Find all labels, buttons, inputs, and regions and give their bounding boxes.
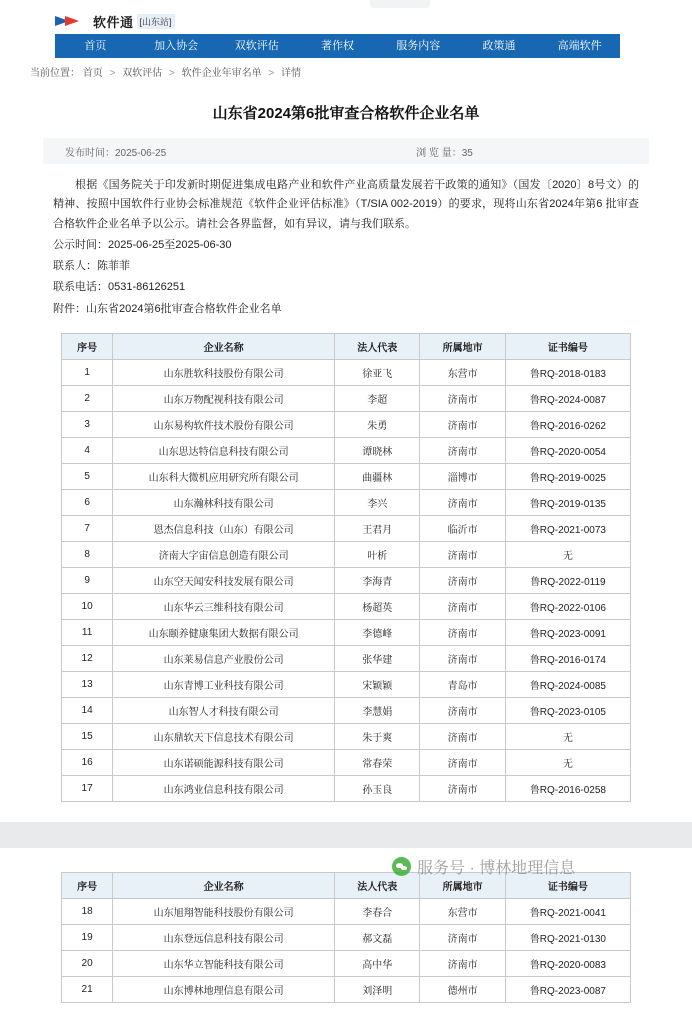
- article-paragraph-4: 附件：山东省2024第6批审查合格软件企业名单: [53, 302, 282, 315]
- cell-index: 18: [62, 898, 113, 924]
- cell-legal-rep: 李海青: [335, 567, 420, 593]
- cell-legal-rep: 李德峰: [335, 619, 420, 645]
- table-row: [62, 950, 631, 976]
- table-row: [62, 619, 631, 645]
- table-row: [62, 697, 631, 723]
- cell-city: 济南市: [420, 645, 505, 671]
- breadcrumb-item-0[interactable]: 首页: [82, 68, 103, 79]
- cell-legal-rep: 朱于爽: [335, 723, 420, 749]
- cell-cert-no: 鲁RQ-2023-0105: [505, 697, 630, 723]
- page-container: [0, 8, 692, 1023]
- cell-index: 5: [62, 463, 113, 489]
- cell-legal-rep: 曲疆林: [335, 463, 420, 489]
- site-logo-text: 软件通: [93, 14, 134, 30]
- cell-company: 山东万物配视科技有限公司: [113, 385, 335, 411]
- table-header-row: [62, 872, 631, 898]
- col-cert-no: 证书编号: [505, 872, 630, 898]
- breadcrumb-item-1[interactable]: 双软评估: [122, 68, 163, 79]
- table-row: [62, 645, 631, 671]
- cell-cert-no: 鲁RQ-2019-0135: [505, 489, 630, 515]
- cell-company: 山东青博工业科技有限公司: [113, 671, 335, 697]
- cell-legal-rep: 叶析: [335, 541, 420, 567]
- cell-cert-no: 鲁RQ-2018-0183: [505, 359, 630, 385]
- cell-cert-no: 鲁RQ-2022-0119: [505, 567, 630, 593]
- cell-company: 山东华云三维科技有限公司: [113, 593, 335, 619]
- page-break-gap: [0, 822, 692, 848]
- cell-index: 21: [62, 976, 113, 1002]
- cell-cert-no: 无: [505, 749, 630, 775]
- cell-city: 济南市: [420, 489, 505, 515]
- cell-city: 济南市: [420, 411, 505, 437]
- article-meta: [43, 138, 649, 164]
- cell-index: 8: [62, 541, 113, 567]
- cell-city: 东营市: [420, 359, 505, 385]
- cell-company: 山东登远信息科技有限公司: [113, 924, 335, 950]
- cell-cert-no: 鲁RQ-2020-0083: [505, 950, 630, 976]
- table-row: [62, 385, 631, 411]
- cell-city: 德州市: [420, 976, 505, 1002]
- cell-city: 临沂市: [420, 515, 505, 541]
- table-row: [62, 924, 631, 950]
- cell-index: 15: [62, 723, 113, 749]
- site-logo-bar: [0, 8, 692, 34]
- cell-legal-rep: 李超: [335, 385, 420, 411]
- view-count: 浏 览 量：35: [416, 147, 473, 159]
- article-card-page2: [25, 848, 667, 1023]
- cell-legal-rep: 宋颖颖: [335, 671, 420, 697]
- cell-index: 2: [62, 385, 113, 411]
- cell-cert-no: 鲁RQ-2021-0130: [505, 924, 630, 950]
- cell-city: 济南市: [420, 749, 505, 775]
- cell-company: 恩杰信息科技（山东）有限公司: [113, 515, 335, 541]
- cell-company: 山东胜软科技股份有限公司: [113, 359, 335, 385]
- table-row: [62, 463, 631, 489]
- cell-city: 济南市: [420, 950, 505, 976]
- cell-company: 山东华立智能科技有限公司: [113, 950, 335, 976]
- cell-cert-no: 鲁RQ-2019-0025: [505, 463, 630, 489]
- cell-city: 济南市: [420, 567, 505, 593]
- cell-city: 东营市: [420, 898, 505, 924]
- browser-top-strip: [0, 0, 692, 8]
- cell-city: 济南市: [420, 593, 505, 619]
- cell-legal-rep: 王君月: [335, 515, 420, 541]
- cell-index: 1: [62, 359, 113, 385]
- cell-cert-no: 鲁RQ-2016-0258: [505, 775, 630, 801]
- cell-city: 济南市: [420, 723, 505, 749]
- article-paragraph-0: 根据《国务院关于印发新时期促进集成电路产业和软件产业高质量发展若干政策的通知》（国发〔2020〕8号文）的精神、按照中国软件行业协会标准规范《软件企业评估标准》（T/SIA 002-2019）的要求，现将山东省2024年第6 批审查合格软件企业名单予以公示。请社会各界监督，如有异议，请与我们联系。: [53, 179, 639, 230]
- cell-city: 济南市: [420, 775, 505, 801]
- nav-item-copyright[interactable]: 著作权: [321, 40, 355, 52]
- cell-index: 13: [62, 671, 113, 697]
- cell-city: 济南市: [420, 619, 505, 645]
- article-paragraph-1: 公示时间：2025-06-25至2025-06-30: [53, 238, 232, 251]
- table-row: [62, 515, 631, 541]
- col-company: 企业名称: [113, 333, 335, 359]
- col-legal-rep: 法人代表: [335, 333, 420, 359]
- breadcrumb-prefix: 当前位置：: [30, 68, 80, 79]
- cell-company: 山东易构软件技术股份有限公司: [113, 411, 335, 437]
- cell-city: 淄博市: [420, 463, 505, 489]
- company-table-page2-wrap: [25, 860, 667, 1003]
- cell-legal-rep: 孙玉良: [335, 775, 420, 801]
- publish-date-label: 发布时间：2025-06-25: [65, 147, 167, 159]
- cell-cert-no: 无: [505, 723, 630, 749]
- cell-legal-rep: 郝文磊: [335, 924, 420, 950]
- col-city: 所属地市: [420, 872, 505, 898]
- cell-company: 山东莱易信息产业股份公司: [113, 645, 335, 671]
- cell-company: 山东旭翔智能科技股份有限公司: [113, 898, 335, 924]
- cell-company: 山东鼎软天下信息技术有限公司: [113, 723, 335, 749]
- article-paragraph-3: 联系电话：0531-86126251: [53, 281, 186, 294]
- cell-legal-rep: 高中华: [335, 950, 420, 976]
- cell-company: 山东颐养健康集团大数据有限公司: [113, 619, 335, 645]
- nav-item-home[interactable]: 首页: [55, 34, 136, 58]
- cell-index: 16: [62, 749, 113, 775]
- cell-city: 济南市: [420, 697, 505, 723]
- article-body: [25, 164, 667, 319]
- nav-item-highend[interactable]: 高端软件: [557, 40, 602, 52]
- cell-index: 14: [62, 697, 113, 723]
- breadcrumb-item-2[interactable]: 软件企业年审名单: [181, 68, 262, 79]
- cell-legal-rep: 朱勇: [335, 411, 420, 437]
- site-logo-region: [山东站]: [137, 14, 175, 29]
- main-nav: [55, 34, 620, 58]
- company-table-page2: [61, 872, 631, 1003]
- cell-cert-no: 鲁RQ-2022-0106: [505, 593, 630, 619]
- cell-cert-no: 鲁RQ-2024-0087: [505, 385, 630, 411]
- cell-city: 济南市: [420, 924, 505, 950]
- cell-legal-rep: 常春荣: [335, 749, 420, 775]
- cell-company: 山东思达特信息科技有限公司: [113, 437, 335, 463]
- company-table-page1-wrap: [25, 321, 667, 802]
- cell-cert-no: 鲁RQ-2020-0054: [505, 437, 630, 463]
- cell-index: 20: [62, 950, 113, 976]
- article-card: [25, 85, 667, 822]
- cell-company: 山东科大微机应用研究所有限公司: [113, 463, 335, 489]
- table-body-page1: [62, 359, 631, 801]
- cell-legal-rep: 刘泽明: [335, 976, 420, 1002]
- col-index: 序号: [62, 872, 113, 898]
- table-body-page2: [62, 898, 631, 1002]
- table-row: [62, 489, 631, 515]
- breadcrumb: [0, 58, 692, 85]
- table-row: [62, 411, 631, 437]
- cell-cert-no: 鲁RQ-2021-0073: [505, 515, 630, 541]
- cell-index: 19: [62, 924, 113, 950]
- table-row: [62, 749, 631, 775]
- watermark-text: 服务号 · 博林地理信息: [417, 860, 576, 877]
- cell-cert-no: 鲁RQ-2016-0174: [505, 645, 630, 671]
- table-row: [62, 671, 631, 697]
- cell-company: 山东空天闻安科技发展有限公司: [113, 567, 335, 593]
- cell-company: 山东诺硕能源科技有限公司: [113, 749, 335, 775]
- breadcrumb-separator: >: [109, 68, 116, 79]
- cell-company: 山东瀚林科技有限公司: [113, 489, 335, 515]
- cell-legal-rep: 杨超英: [335, 593, 420, 619]
- breadcrumb-item-3: 详情: [281, 68, 301, 79]
- col-index: 序号: [62, 333, 113, 359]
- table-row: [62, 359, 631, 385]
- cell-index: 17: [62, 775, 113, 801]
- article-paragraph-2: 联系人：陈菲菲: [53, 260, 130, 272]
- cell-company: 山东智人才科技有限公司: [113, 697, 335, 723]
- cell-cert-no: 鲁RQ-2021-0041: [505, 898, 630, 924]
- cell-company: 济南大字宙信息创造有限公司: [113, 541, 335, 567]
- nav-item-join[interactable]: 加入协会: [154, 40, 199, 52]
- cell-index: 7: [62, 515, 113, 541]
- col-company: 企业名称: [113, 872, 335, 898]
- nav-item-services[interactable]: 服务内容: [396, 40, 441, 52]
- cell-city: 青岛市: [420, 671, 505, 697]
- cell-legal-rep: 李春合: [335, 898, 420, 924]
- site-logo-icon: [55, 14, 87, 29]
- cell-index: 9: [62, 567, 113, 593]
- cell-city: 济南市: [420, 385, 505, 411]
- cell-legal-rep: 李兴: [335, 489, 420, 515]
- breadcrumb-separator: >: [168, 68, 175, 79]
- cell-index: 11: [62, 619, 113, 645]
- cell-cert-no: 鲁RQ-2023-0091: [505, 619, 630, 645]
- table-row: [62, 593, 631, 619]
- company-table-page1: [61, 333, 631, 802]
- cell-legal-rep: 徐亚飞: [335, 359, 420, 385]
- nav-item-policy[interactable]: 政策通: [482, 40, 516, 52]
- table-row: [62, 775, 631, 801]
- table-row: [62, 541, 631, 567]
- col-cert-no: 证书编号: [505, 333, 630, 359]
- col-legal-rep: 法人代表: [335, 872, 420, 898]
- cell-company: 山东鸿业信息科技有限公司: [113, 775, 335, 801]
- table-header-row: [62, 333, 631, 359]
- cell-cert-no: 无: [505, 541, 630, 567]
- cell-legal-rep: 李慧娟: [335, 697, 420, 723]
- table-row: [62, 976, 631, 1002]
- cell-company: 山东博林地理信息有限公司: [113, 976, 335, 1002]
- table-row: [62, 567, 631, 593]
- cell-index: 3: [62, 411, 113, 437]
- cell-cert-no: 鲁RQ-2023-0087: [505, 976, 630, 1002]
- cell-index: 4: [62, 437, 113, 463]
- breadcrumb-separator: >: [268, 68, 275, 79]
- cell-legal-rep: 张华建: [335, 645, 420, 671]
- table-row: [62, 437, 631, 463]
- cell-legal-rep: 谭晓林: [335, 437, 420, 463]
- col-city: 所属地市: [420, 333, 505, 359]
- cell-city: 济南市: [420, 437, 505, 463]
- cell-index: 12: [62, 645, 113, 671]
- table-row: [62, 898, 631, 924]
- table-row: [62, 723, 631, 749]
- cell-index: 10: [62, 593, 113, 619]
- cell-city: 济南市: [420, 541, 505, 567]
- cell-cert-no: 鲁RQ-2016-0262: [505, 411, 630, 437]
- cell-cert-no: 鲁RQ-2024-0085: [505, 671, 630, 697]
- nav-item-assessment[interactable]: 双软评估: [234, 40, 279, 52]
- page-title: 山东省2024第6批审查合格软件企业名单: [212, 105, 480, 122]
- cell-index: 6: [62, 489, 113, 515]
- browser-tab-ghost[interactable]: [370, 0, 430, 8]
